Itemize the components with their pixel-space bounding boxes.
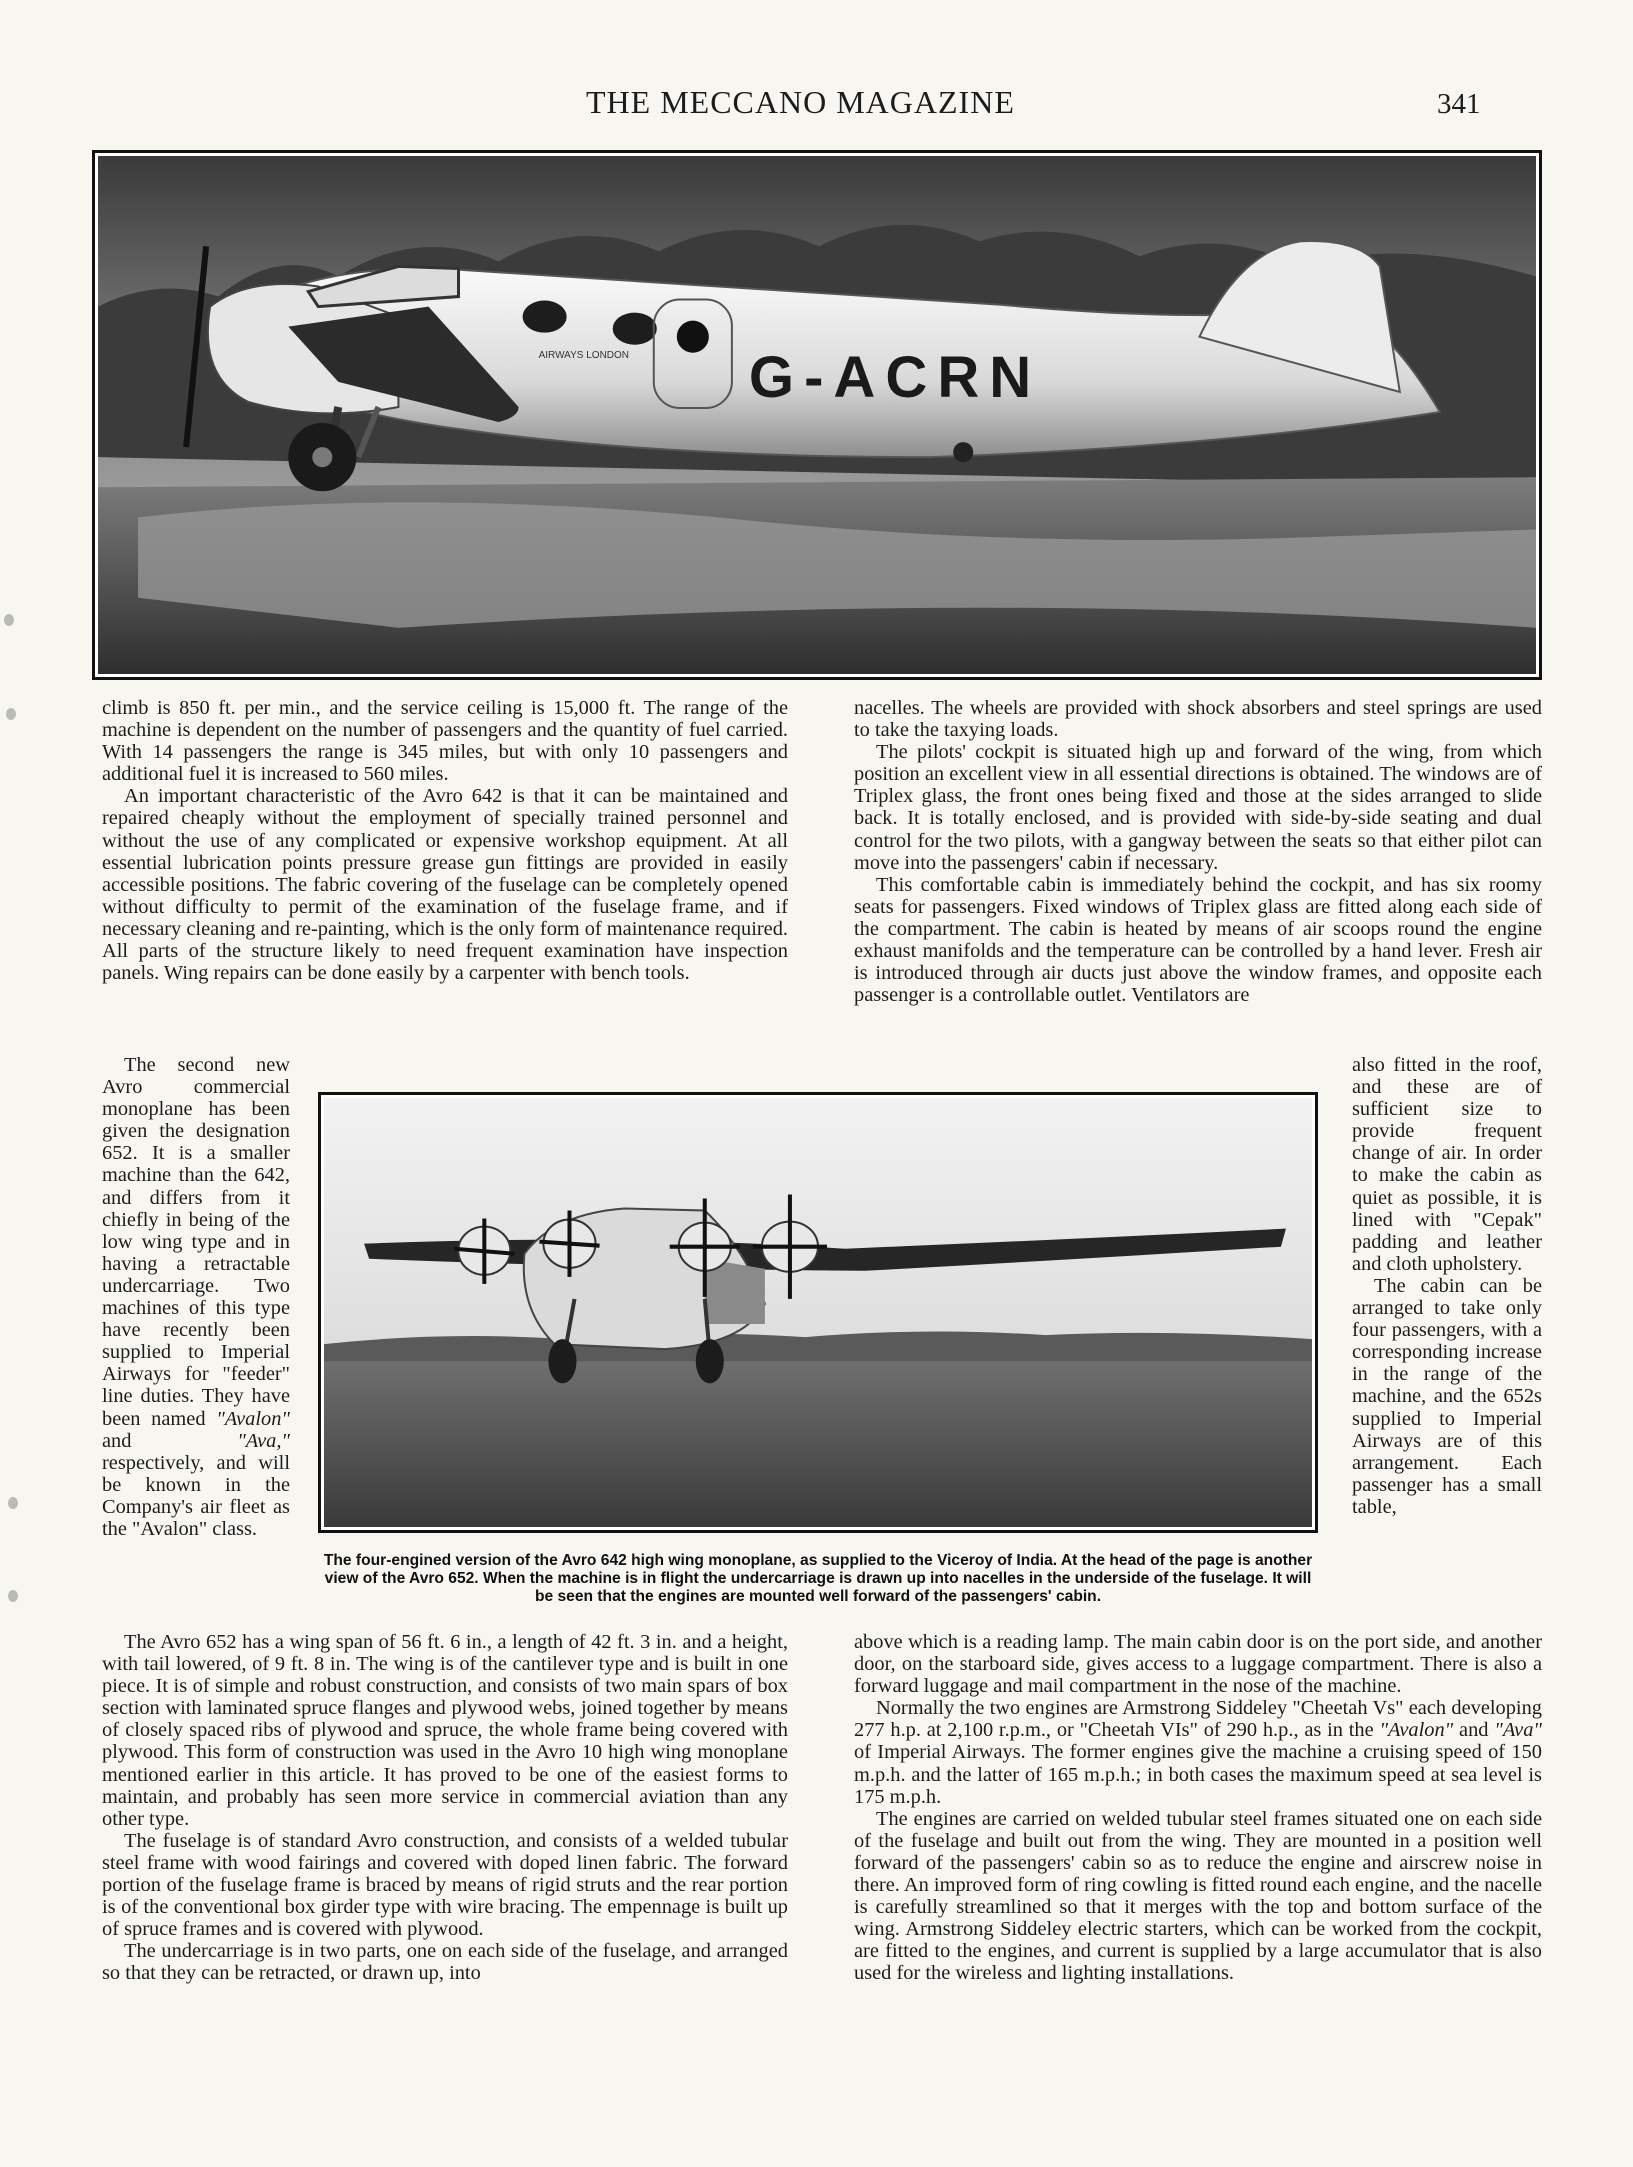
column-right-narrow [1352,1054,1542,1518]
photo-caption: The four-engined version of the Avro 642 high wing monoplane, as supplied to the Viceroy of India. At the head of the page is another view of the Avro 652. When the machine is in flight the undercarriage is drawn up into nacelles in the underside of the fuselage. It will be seen that the engines are mounted well forward of the passengers' cabin. [323,1552,1313,1606]
conjunction: and [1459,1719,1489,1742]
page-header [0,84,1633,124]
conjunction: and [102,1429,132,1452]
column-left-narrow [102,1054,290,1540]
paragraph-text: The second new Avro commercial monoplane has been given the designation 652. It is a smaller machine than the 642, and differs from it chiefly in being of the low wing type and in having a retractable undercarriage. Two machines of this type have recently been supplied to Imperial Airways for "feeder" line duties. They have been named [102,1054,290,1430]
page-number: 341 [1437,88,1481,120]
aircraft-name-avalon: "Avalon" [216,1407,290,1430]
paragraph: The undercarriage is in two parts, one on each side of the fuselage, and arranged so that they can be retracted, or drawn up, into [102,1940,788,1985]
paragraph: above which is a reading lamp. The main cabin door is on the port side, and another door, on the starboard side, gives access to a luggage compartment. There is also a forward luggage and mail compartment in the nose of the machine. [854,1631,1542,1698]
column-right-bottom [854,1631,1542,1985]
binding-hole-mark [6,708,16,720]
aircraft-name-avalon: "Avalon" [1379,1719,1454,1742]
livery-text: AIRWAYS LONDON [538,349,630,361]
paragraph: This comfortable cabin is immediately behind the cockpit, and has six roomy seats for passengers. Fixed windows of Triplex glass are fitted along each side of the compartment. The cabin is heated by means of air scoops round the engine exhaust manifolds and the temperature can be controlled by a hand lever. Fresh air is introduced through air ducts just above the window frames, and opposite each passenger is a controllable outlet. Ventilators are [854,873,1542,1007]
paragraph: climb is 850 ft. per min., and the service ceiling is 15,000 ft. The range of the machine is dependent on the number of passengers and the quantity of fuel carried. With 14 passengers the range is 345 miles, but with only 10 passengers and additional fuel it is increased to 560 miles. [102,697,788,786]
avro-642-photo-image [324,1098,1312,1527]
paragraph [102,1054,290,1540]
paragraph: The cabin can be arranged to take only four passengers, with a corresponding increase in the range of the machine, and the 652s supplied to Imperial Airways are of this arrangement. Each passenger has a small table, [1352,1274,1542,1518]
paragraph: The pilots' cockpit is situated high up and forward of the wing, from which position an excellent view in all essential directions is obtained. The windows are of Triplex glass, the front ones being fixed and those at the sides arranged to slide back. It is totally enclosed, and is provided with side-by-side seating and dual control for the two pilots, with a gangway between the seats so that either pilot can move into the passengers' cabin if necessary. [854,741,1542,874]
magazine-title: THE MECCANO MAGAZINE [586,84,1015,120]
binding-hole-mark [4,614,14,626]
aircraft-registration: G-ACRN [748,344,1042,410]
column-left-bottom [102,1631,788,1985]
paragraph: The engines are carried on welded tubular steel frames situated one on each side of the fuselage and built out from the wing. They are mounted in a position well forward of the passengers' cabin so as to reduce the engine and airscrew noise in there. An improved form of ring cowling is fitted round each engine, and the nacelle is carefully streamlined so that it merges with the top and bottom surface of the wing. Armstrong Siddeley electric starters, which can be worked from the cockpit, are fitted to the engines, and current is supplied by a large accumulator that is also used for the wireless and lighting installations. [854,1807,1542,1985]
aircraft-name-ava: "Ava," [237,1429,290,1452]
paragraph: The fuselage is of standard Avro construction, and consists of a welded tubular steel frame with wood fairings and covered with doped linen fabric. The forward portion of the fuselage frame is braced by means of rigid struts and the rear portion is of the conventional box girder type with wire bracing. The empennage is built up of spruce frames and is covered with plywood. [102,1829,788,1941]
avro-652-photo [92,150,1542,680]
paragraph: The Avro 652 has a wing span of 56 ft. 6 in., a length of 42 ft. 3 in. and a height, with tail lowered, of 9 ft. 8 in. The wing is of the cantilever type and is built in one piece. It is of simple and robust construction, and consists of two main spars of box section with laminated spruce flanges and plywood webs, joined together by means of closely spaced ribs of plywood and spruce, the whole frame being covered with plywood. This form of construction was used in the Avro 10 high wing monoplane mentioned earlier in this article. It has proved to be one of the easiest forms to maintain, and probably has seen more service in commercial aviation than any other type. [102,1631,788,1830]
paragraph: also fitted in the roof, and these are of sufficient size to provide frequent change of air. In order to make the cabin as quiet as possible, it is lined with "Cepak" padding and leather and cloth upholstery. [1352,1054,1542,1275]
avro-652-photo-image [98,156,1536,674]
aircraft-name-ava: "Ava" [1494,1719,1542,1742]
column-right-top [854,697,1542,1006]
paragraph: An important characteristic of the Avro 642 is that it can be maintained and repaired cheaply without the employment of specially trained personnel and without the use of any complicated or expensive workshop equipment. At all essential lubrication points pressure grease gun fittings are provided in easily accessible positions. The fabric covering of the fuselage can be completely opened without difficulty to permit of the examination of the fuselage frame, and if necessary cleaning and re-painting, which is the only form of maintenance required. All parts of the structure likely to need frequent examination have inspection panels. Wing repairs can be done easily by a carpenter with bench tools. [102,785,788,985]
column-left-top [102,697,788,984]
paragraph-tail: of Imperial Airways. The former engines give the machine a cruising speed of 150 m.p.h. and the latter of 165 m.p.h.; in both cases the maximum speed at sea level is 175 m.p.h. [854,1741,1542,1808]
avro-642-four-engined-photo [318,1092,1318,1533]
binding-hole-mark [8,1590,18,1602]
paragraph-tail: respectively, and will be known in the Company's air fleet as the "Avalon" class. [102,1451,290,1540]
paragraph-text: Normally the two engines are Armstrong Siddeley "Cheetah Vs" each developing 277 h.p. at 2,100 r.p.m., or "Cheetah VIs" of 290 h.p., as in the [854,1697,1542,1742]
paragraph [854,1697,1542,1807]
binding-hole-mark [8,1497,18,1509]
paragraph: nacelles. The wheels are provided with shock absorbers and steel springs are used to take the taxying loads. [854,697,1542,742]
